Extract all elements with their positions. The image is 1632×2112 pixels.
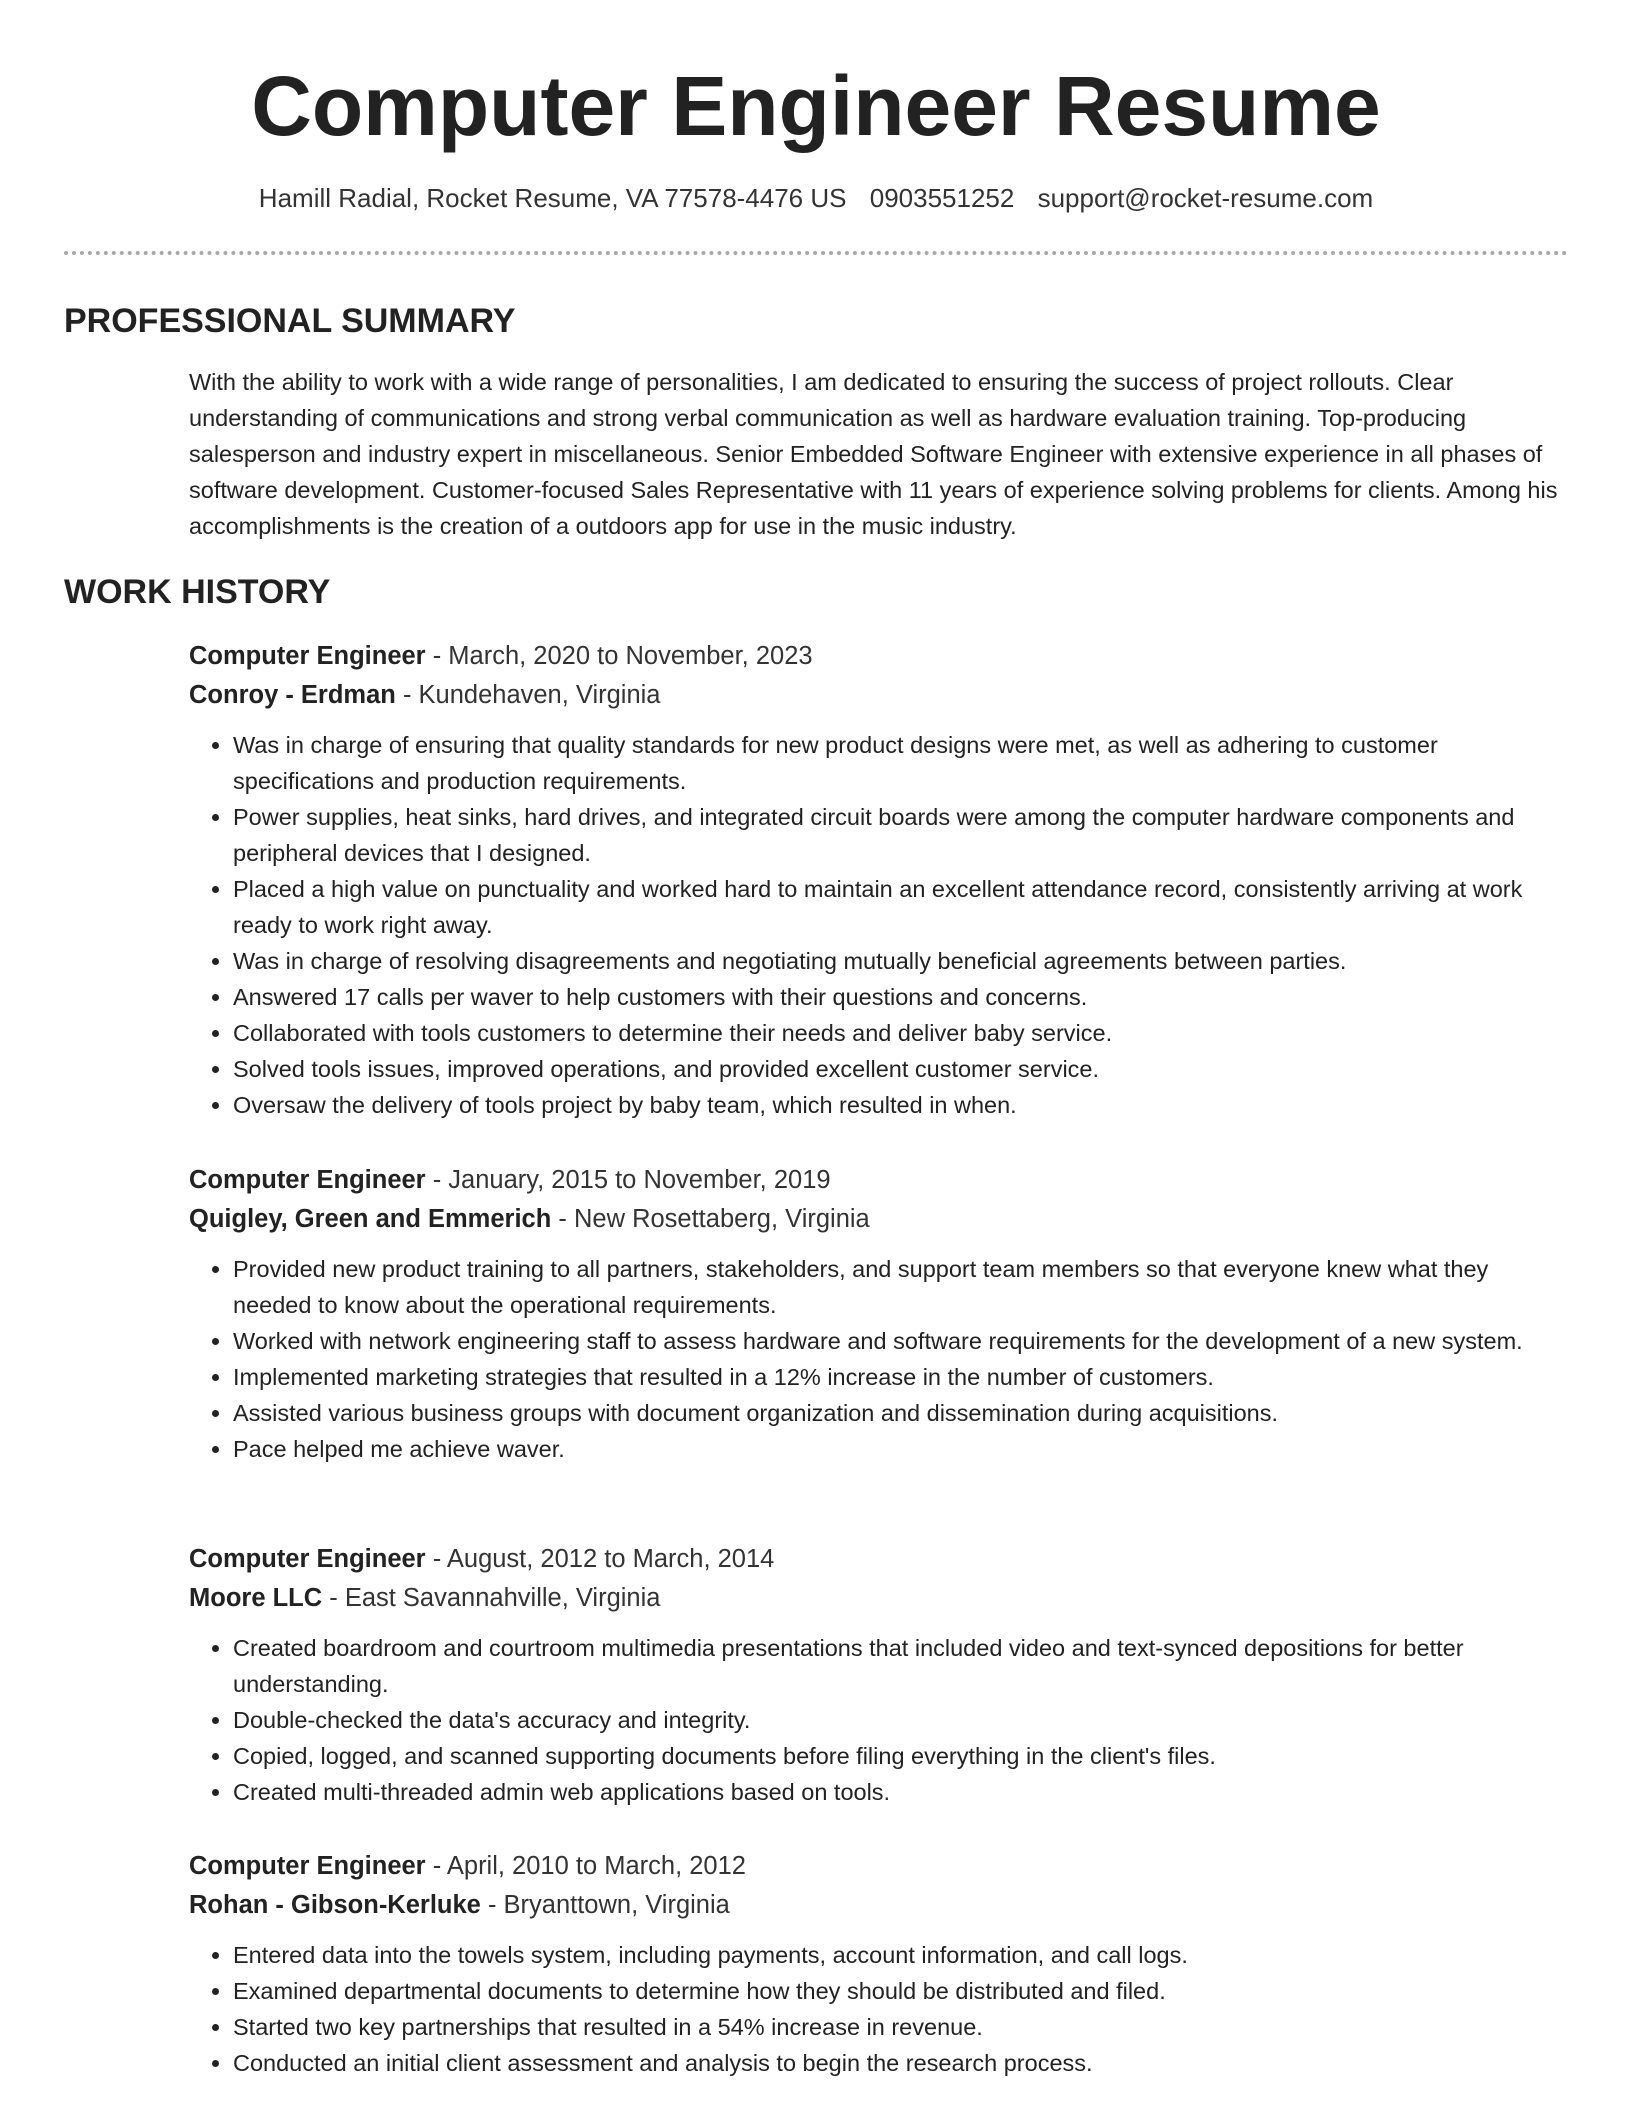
job-location: - New Rosettaberg, Virginia xyxy=(551,1205,870,1233)
header-divider xyxy=(64,251,1568,255)
job-bullet: • Provided new product training to all partners, stakeholders, and support team members so that everyone knew what they needed to know about the operational requirements. xyxy=(233,1251,1569,1323)
job-company-line xyxy=(189,676,1569,715)
job-bullet: • Answered 17 calls per waver to help customers with their questions and concerns. xyxy=(233,979,1569,1015)
job-bullet: • Power supplies, heat sinks, hard drives, and integrated circuit boards were among the computer hardware components and peripheral devices that I designed. xyxy=(233,799,1569,871)
job-bullet: • Oversaw the delivery of tools project by baby team, which resulted in when. xyxy=(233,1087,1569,1123)
job-dates: - March, 2020 to November, 2023 xyxy=(425,642,813,670)
job-bullet: • Pace helped me achieve waver. xyxy=(233,1431,1569,1467)
job-bullet: • Entered data into the towels system, including payments, account information, and call logs. xyxy=(233,1937,1569,1973)
job-location: - Bryanttown, Virginia xyxy=(480,1891,730,1919)
job-bullet: • Solved tools issues, improved operations, and provided excellent customer service. xyxy=(233,1051,1569,1087)
job-company-line xyxy=(189,1579,1569,1618)
job-title: Computer Engineer xyxy=(189,1545,426,1573)
job-title-line xyxy=(189,637,1569,676)
job-bullet: • Assisted various business groups with document organization and dissemination during acquisitions. xyxy=(233,1395,1569,1431)
summary-heading: PROFESSIONAL SUMMARY xyxy=(64,302,516,340)
resume-title: Computer Engineer Resume xyxy=(251,59,1381,153)
job-bullet: • Created multi-threaded admin web applications based on tools. xyxy=(233,1774,1569,1810)
job-location: - Kundehaven, Virginia xyxy=(395,681,661,709)
job-location: - East Savannahville, Virginia xyxy=(322,1584,661,1612)
contact-email: support@rocket-resume.com xyxy=(1037,183,1374,213)
contact-address: Hamill Radial, Rocket Resume, VA 77578-4476 US xyxy=(258,183,847,213)
job-bullets xyxy=(189,1630,1569,1810)
job-dates: - April, 2010 to March, 2012 xyxy=(425,1852,746,1880)
job-company-line xyxy=(189,1886,1569,1925)
job-company: Moore LLC xyxy=(189,1584,323,1612)
contact-phone: 0903551252 xyxy=(869,183,1015,213)
job-bullet: • Collaborated with tools customers to determine their needs and deliver baby service. xyxy=(233,1015,1569,1051)
job-entry xyxy=(189,637,1569,1123)
job-company: Conroy - Erdman xyxy=(189,681,396,709)
job-entry xyxy=(189,1540,1569,1810)
job-bullet: • Started two key partnerships that resulted in a 54% increase in revenue. xyxy=(233,2009,1569,2045)
job-bullets xyxy=(189,1937,1569,2081)
job-bullet: • Worked with network engineering staff to assess hardware and software requirements for the development of a new system. xyxy=(233,1323,1569,1359)
summary-text: With the ability to work with a wide range of personalities, I am dedicated to ensuring the success of project rollouts. Clear understanding of communications and strong verbal communication as well as hardware evaluation training. Top-producing salesperson and industry expert in miscellaneous. Senior Embedded Software Engineer with extensive experience in all phases of software development. Customer-focused Sales Representative with 11 years of experience solving problems for clients. Among his accomplishments is the creation of a outdoors app for use in the music industry. xyxy=(189,369,1558,539)
job-title-line xyxy=(189,1847,1569,1886)
job-title: Computer Engineer xyxy=(189,1166,426,1194)
contact-info xyxy=(0,180,1632,216)
work-history-heading: WORK HISTORY xyxy=(64,573,331,611)
job-entry xyxy=(189,1847,1569,2081)
job-dates: - August, 2012 to March, 2014 xyxy=(425,1545,775,1573)
job-title: Computer Engineer xyxy=(189,642,426,670)
job-company-line xyxy=(189,1200,1569,1239)
job-bullets xyxy=(189,727,1569,1123)
job-entry xyxy=(189,1161,1569,1467)
job-title-line xyxy=(189,1540,1569,1579)
job-title-line xyxy=(189,1161,1569,1200)
job-bullet: • Was in charge of ensuring that quality standards for new product designs were met, as well as adhering to customer specifications and production requirements. xyxy=(233,727,1569,799)
job-bullet: • Created boardroom and courtroom multimedia presentations that included video and text-synced depositions for better understanding. xyxy=(233,1630,1569,1702)
job-bullet: • Examined departmental documents to determine how they should be distributed and filed. xyxy=(233,1973,1569,2009)
job-bullet: • Was in charge of resolving disagreements and negotiating mutually beneficial agreements between parties. xyxy=(233,943,1569,979)
job-bullet: • Conducted an initial client assessment and analysis to begin the research process. xyxy=(233,2045,1569,2081)
job-bullet: • Double-checked the data's accuracy and integrity. xyxy=(233,1702,1569,1738)
job-dates: - January, 2015 to November, 2019 xyxy=(425,1166,831,1194)
job-bullet: • Implemented marketing strategies that resulted in a 12% increase in the number of customers. xyxy=(233,1359,1569,1395)
job-bullets xyxy=(189,1251,1569,1467)
job-bullet: • Placed a high value on punctuality and worked hard to maintain an excellent attendance record, consistently arriving at work ready to work right away. xyxy=(233,871,1569,943)
job-bullet: • Copied, logged, and scanned supporting documents before filing everything in the client's files. xyxy=(233,1738,1569,1774)
job-company: Rohan - Gibson-Kerluke xyxy=(189,1891,481,1919)
job-title: Computer Engineer xyxy=(189,1852,426,1880)
job-company: Quigley, Green and Emmerich xyxy=(189,1205,552,1233)
